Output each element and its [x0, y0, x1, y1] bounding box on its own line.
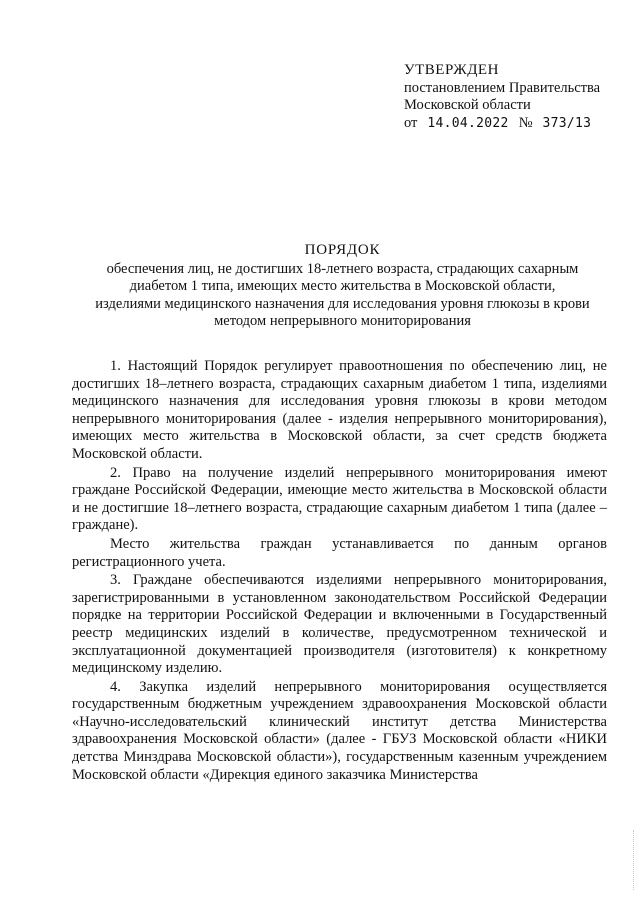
approval-number: 373/13 — [542, 115, 592, 131]
title-line-2: диабетом 1 типа, имеющих место жительства в Московской области, — [129, 278, 556, 294]
approval-date: 14.04.2022 — [427, 115, 509, 131]
approval-date-line — [404, 115, 600, 133]
title-line-1: обеспечения лиц, не достигших 18-летнего возраста, страдающих сахарным — [106, 260, 579, 277]
title-line-4: методом непрерывного мониторирования — [214, 313, 471, 329]
document-body — [72, 358, 607, 785]
paragraph-3: Место жительства граждан устанавливается по данным органов регистрационного учета. — [72, 535, 607, 570]
paragraph-2: 2. Право на получение изделий непрерывного мониторирования имеют граждане Российской Федерации, имеющие место жительства в Московской области и не достигшие 18–летнего возраста, страдающие сахарным диабетом 1 типа (далее – граждане). — [72, 464, 607, 534]
paragraph-5: 4. Закупка изделий непрерывного мониторирования осуществляется государственным бюджетным учреждением здравоохранения Московской области «Научно-исследовательский клинический институт детства Министерства здравоохранения Московской области» (далее - ГБУЗ Московской области «НИКИ детства Минздрава Московской области»), государственным казенным учреждением Московской области «Дирекция единого заказчика Министерства — [72, 678, 607, 783]
scan-edge-mark — [633, 830, 636, 890]
title-main: ПОРЯДОК — [304, 242, 381, 258]
document-title — [70, 242, 615, 331]
paragraph-4: 3. Граждане обеспечиваются изделиями непрерывного мониторирования, зарегистрированными в установленном законодательством Российской Федерации порядке на территории Российской Федерации и включенными в Государственный реестр медицинских изделий в количестве, предусмотренном технической и эксплуатационной документацией производителя (изготовителя) к конкретному медицинскому изделию. — [72, 572, 607, 677]
approval-from-label: от — [404, 114, 418, 131]
title-line-3: изделиями медицинского назначения для исследования уровня глюкозы в крови — [95, 295, 590, 312]
paragraph-1: 1. Настоящий Порядок регулирует правоотношения по обеспечению лиц, не достигших 18–летнего возраста, страдающих сахарным диабетом 1 типа, изделиями медицинского назначения для исследования уровня глюкозы в крови методом непрерывного мониторирования (далее - изделия непрерывного мониторирования), имеющих место жительства в Московской области, за счет средств бюджета Московской области. — [72, 358, 607, 462]
approval-number-sign: № — [518, 114, 533, 131]
approval-line-1: постановлением Правительства — [404, 79, 601, 96]
approval-heading: УТВЕРЖДЕН — [404, 62, 499, 78]
approval-block — [404, 62, 600, 132]
approval-line-2: Московской области — [404, 97, 531, 113]
